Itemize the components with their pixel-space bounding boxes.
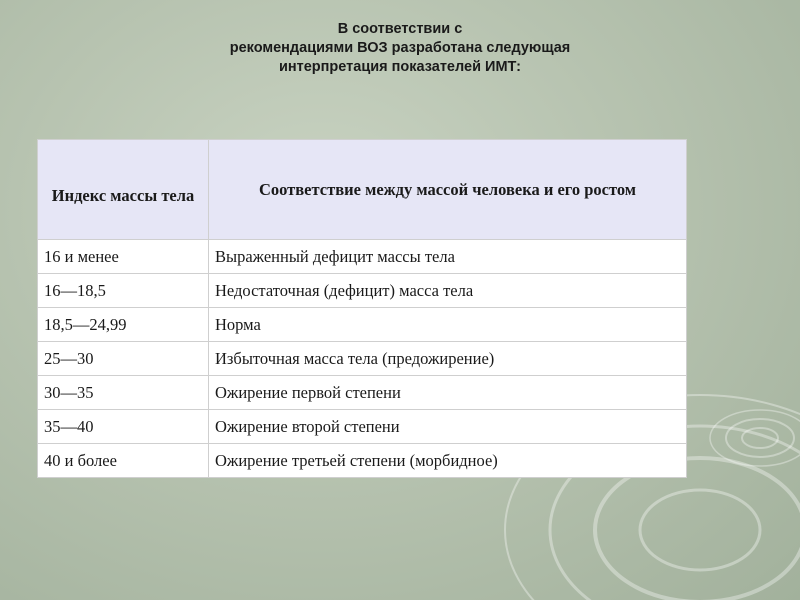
table-row: [38, 444, 687, 478]
interpretation-cell: Норма: [209, 308, 687, 342]
interpretation-cell: Ожирение первой степени: [209, 376, 687, 410]
table-row: [38, 274, 687, 308]
slide-title: [150, 20, 650, 77]
bmi-range-cell: 25—30: [38, 342, 209, 376]
title-line: рекомендациями ВОЗ разработана следующая: [229, 40, 571, 56]
table-row: [38, 308, 687, 342]
header-correspondence: Соответствие между массой человека и его ростом: [209, 140, 687, 240]
interpretation-cell: Недостаточная (дефицит) масса тела: [209, 274, 687, 308]
table-row: [38, 410, 687, 444]
title-line: В соответствии с: [337, 21, 463, 37]
bmi-range-cell: 40 и более: [38, 444, 209, 478]
header-bmi-index: Индекс массы тела: [38, 140, 209, 240]
interpretation-cell: Выраженный дефицит массы тела: [209, 240, 687, 274]
bmi-table: [37, 139, 687, 478]
bmi-range-cell: 16—18,5: [38, 274, 209, 308]
table-header-row: [38, 140, 687, 240]
interpretation-cell: Ожирение второй степени: [209, 410, 687, 444]
table-row: [38, 376, 687, 410]
table-row: [38, 342, 687, 376]
bmi-range-cell: 18,5—24,99: [38, 308, 209, 342]
interpretation-cell: Ожирение третьей степени (морбидное): [209, 444, 687, 478]
bmi-range-cell: 16 и менее: [38, 240, 209, 274]
interpretation-cell: Избыточная масса тела (предожирение): [209, 342, 687, 376]
title-line: интерпретация показателей ИМТ:: [278, 59, 522, 75]
bmi-range-cell: 35—40: [38, 410, 209, 444]
bmi-range-cell: 30—35: [38, 376, 209, 410]
table-row: [38, 240, 687, 274]
